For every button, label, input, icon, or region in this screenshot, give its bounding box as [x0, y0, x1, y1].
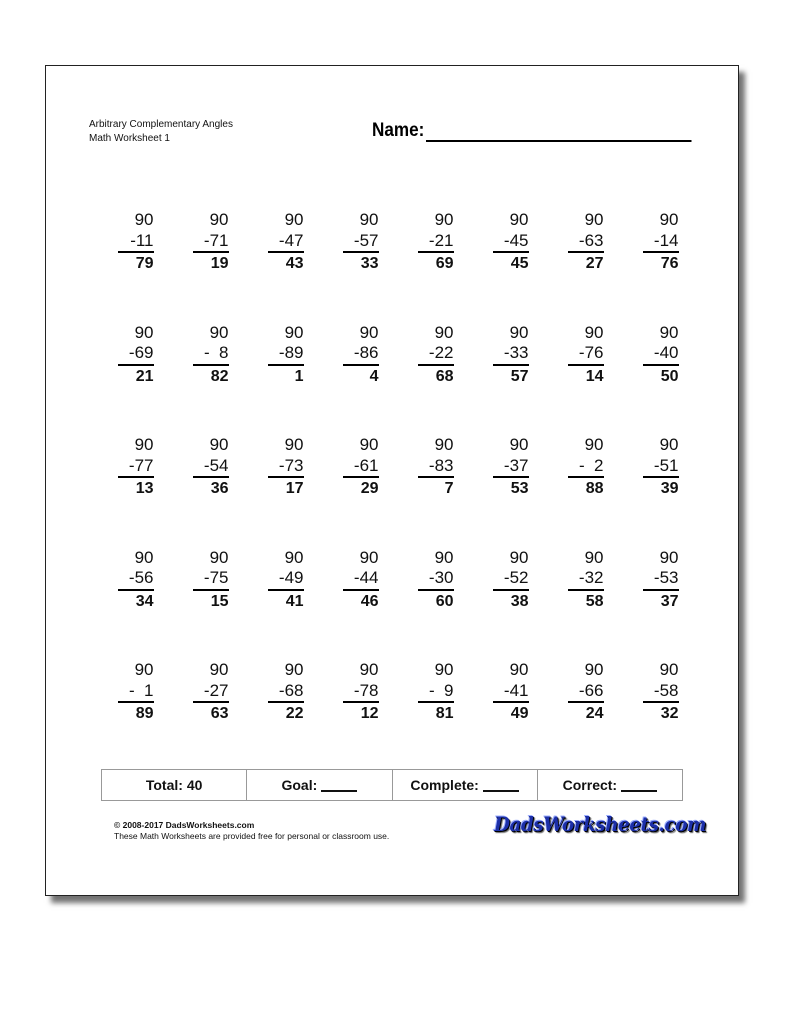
- correct-blank: [621, 778, 657, 792]
- answer: 89: [135, 705, 154, 722]
- answer: 14: [585, 367, 604, 385]
- answer: 45: [510, 255, 529, 272]
- answer: 68: [435, 367, 454, 385]
- subtrahend: - 1: [118, 681, 154, 704]
- subtrahend: -52: [493, 568, 529, 591]
- answer: 19: [210, 255, 229, 272]
- subtrahend: - 9: [418, 681, 454, 704]
- problem-stack: [268, 210, 304, 323]
- minuend: 90: [359, 435, 379, 454]
- subtrahend: -30: [418, 568, 454, 591]
- subtrahend: -77: [118, 456, 154, 479]
- subtraction-problem: [398, 435, 473, 548]
- goal-label: Goal:: [281, 777, 318, 793]
- subtraction-problem: [473, 323, 548, 436]
- subtraction-problem: [548, 210, 623, 323]
- answer: 57: [510, 367, 529, 385]
- subtrahend: -78: [343, 681, 379, 704]
- minuend: 90: [134, 547, 154, 567]
- minuend: 90: [584, 435, 604, 454]
- answer: 37: [660, 592, 679, 610]
- answer: 17: [285, 480, 304, 497]
- title-line-1: Arbitrary Complementary Angles: [89, 119, 233, 130]
- minuend: 90: [584, 210, 604, 229]
- subtrahend: -63: [568, 231, 604, 254]
- subtrahend: -45: [493, 231, 529, 254]
- answer: 69: [435, 255, 454, 272]
- subtraction-problem: [398, 660, 473, 773]
- answer: 81: [435, 705, 454, 722]
- subtraction-problem: [398, 548, 473, 661]
- subtrahend: -14: [643, 231, 679, 254]
- summary-goal: [247, 770, 392, 800]
- problem-stack: [268, 548, 304, 661]
- problem-row: [98, 323, 698, 436]
- subtrahend: -32: [568, 568, 604, 591]
- subtraction-problem: [98, 323, 173, 436]
- problem-stack: [193, 435, 229, 548]
- answer: 38: [510, 592, 529, 610]
- problem-stack: [193, 660, 229, 773]
- problem-stack: [418, 548, 454, 661]
- goal-blank: [321, 778, 357, 792]
- answer: 39: [660, 480, 679, 497]
- problem-stack: [268, 435, 304, 548]
- answer: 36: [210, 480, 229, 497]
- minuend: 90: [509, 547, 529, 567]
- minuend: 90: [284, 210, 304, 229]
- subtraction-problem: [323, 435, 398, 548]
- subtraction-problem: [173, 660, 248, 773]
- subtraction-problem: [173, 210, 248, 323]
- subtrahend: -68: [268, 681, 304, 704]
- minuend: 90: [509, 660, 529, 679]
- subtraction-problem: [248, 435, 323, 548]
- subtraction-problem: [98, 548, 173, 661]
- usage-notice: These Math Worksheets are provided free for personal or classroom use.: [114, 831, 390, 841]
- minuend: 90: [209, 210, 229, 229]
- summary-correct: [538, 770, 682, 800]
- subtraction-problem: [548, 435, 623, 548]
- correct-label: Correct:: [562, 777, 618, 793]
- minuend: 90: [584, 322, 604, 342]
- subtrahend: -51: [643, 456, 679, 479]
- subtraction-problem: [623, 435, 698, 548]
- subtrahend: -27: [193, 681, 229, 704]
- answer: 76: [660, 255, 679, 272]
- problem-stack: [568, 210, 604, 323]
- problem-stack: [343, 210, 379, 323]
- answer: 82: [210, 367, 229, 385]
- minuend: 90: [509, 435, 529, 454]
- problem-stack: [643, 323, 679, 436]
- problem-stack: [643, 660, 679, 773]
- minuend: 90: [659, 547, 679, 567]
- problem-stack: [493, 435, 529, 548]
- minuend: 90: [434, 660, 454, 679]
- answer: 63: [210, 705, 229, 722]
- worksheet-title: [89, 118, 233, 146]
- problem-stack: [343, 548, 379, 661]
- subtraction-problem: [98, 210, 173, 323]
- subtraction-problem: [323, 660, 398, 773]
- worksheet-page: [45, 65, 739, 896]
- problem-stack: [118, 660, 154, 773]
- subtrahend: -37: [493, 456, 529, 479]
- answer: 29: [360, 480, 379, 497]
- subtraction-problem: [173, 435, 248, 548]
- minuend: 90: [434, 435, 454, 454]
- problem-stack: [193, 210, 229, 323]
- subtrahend: -49: [268, 568, 304, 591]
- subtrahend: -86: [343, 343, 379, 366]
- subtrahend: -11: [118, 231, 154, 254]
- problem-stack: [118, 435, 154, 548]
- minuend: 90: [359, 547, 379, 567]
- minuend: 90: [134, 660, 154, 679]
- subtraction-problem: [323, 548, 398, 661]
- subtrahend: -21: [418, 231, 454, 254]
- answer: 4: [369, 367, 379, 385]
- minuend: 90: [134, 435, 154, 454]
- answer: 58: [585, 592, 604, 610]
- subtrahend: -83: [418, 456, 454, 479]
- subtrahend: -58: [643, 681, 679, 704]
- minuend: 90: [134, 322, 154, 342]
- subtraction-problem: [98, 435, 173, 548]
- subtrahend: -41: [493, 681, 529, 704]
- problem-stack: [418, 435, 454, 548]
- subtraction-problem: [623, 210, 698, 323]
- subtraction-problem: [548, 323, 623, 436]
- name-blank-line: [426, 122, 692, 142]
- problem-stack: [643, 435, 679, 548]
- title-line-2: Math Worksheet 1: [89, 133, 170, 144]
- subtrahend: -53: [643, 568, 679, 591]
- subtraction-problem: [173, 323, 248, 436]
- answer: 53: [510, 480, 529, 497]
- problem-stack: [118, 548, 154, 661]
- subtrahend: -76: [568, 343, 604, 366]
- problem-stack: [493, 548, 529, 661]
- minuend: 90: [659, 210, 679, 229]
- answer: 32: [660, 705, 679, 722]
- problem-stack: [568, 323, 604, 436]
- problem-stack: [268, 660, 304, 773]
- problem-stack: [568, 548, 604, 661]
- problem-row: [98, 435, 698, 548]
- problem-stack: [493, 323, 529, 436]
- problem-stack: [118, 323, 154, 436]
- subtrahend: -73: [268, 456, 304, 479]
- subtrahend: -47: [268, 231, 304, 254]
- subtraction-problem: [248, 210, 323, 323]
- problem-stack: [193, 548, 229, 661]
- problem-stack: [193, 323, 229, 436]
- problem-stack: [418, 210, 454, 323]
- name-field: [372, 120, 692, 142]
- answer: 79: [135, 255, 154, 272]
- minuend: 90: [134, 210, 154, 229]
- minuend: 90: [359, 660, 379, 679]
- answer: 24: [585, 705, 604, 722]
- subtraction-problem: [248, 660, 323, 773]
- minuend: 90: [209, 660, 229, 679]
- problem-stack: [643, 548, 679, 661]
- minuend: 90: [359, 322, 379, 342]
- subtraction-problem: [323, 323, 398, 436]
- subtrahend: -75: [193, 568, 229, 591]
- subtrahend: -44: [343, 568, 379, 591]
- answer: 43: [285, 255, 304, 272]
- minuend: 90: [284, 435, 304, 454]
- problem-grid: [98, 210, 698, 773]
- subtrahend: -89: [268, 343, 304, 366]
- problem-stack: [343, 323, 379, 436]
- answer: 34: [135, 592, 154, 610]
- subtraction-problem: [173, 548, 248, 661]
- minuend: 90: [659, 322, 679, 342]
- minuend: 90: [209, 435, 229, 454]
- subtrahend: -22: [418, 343, 454, 366]
- subtrahend: -57: [343, 231, 379, 254]
- subtraction-problem: [98, 660, 173, 773]
- answer: 88: [585, 480, 604, 497]
- name-label: Name:: [372, 120, 425, 141]
- answer: 1: [294, 367, 304, 385]
- minuend: 90: [434, 322, 454, 342]
- subtraction-problem: [548, 660, 623, 773]
- subtrahend: -66: [568, 681, 604, 704]
- problem-stack: [493, 660, 529, 773]
- problem-row: [98, 210, 698, 323]
- answer: 60: [435, 592, 454, 610]
- answer: 41: [285, 592, 304, 610]
- answer: 21: [135, 367, 154, 385]
- subtraction-problem: [623, 548, 698, 661]
- problem-stack: [568, 660, 604, 773]
- dadsworksheets-logo: DadsWorksheets.com: [494, 812, 707, 836]
- problem-stack: [493, 210, 529, 323]
- problem-row: [98, 660, 698, 773]
- minuend: 90: [284, 322, 304, 342]
- minuend: 90: [209, 547, 229, 567]
- footer: [114, 820, 389, 842]
- answer: 13: [135, 480, 154, 497]
- subtraction-problem: [398, 210, 473, 323]
- answer: 22: [285, 705, 304, 722]
- copyright: © 2008-2017 DadsWorksheets.com: [114, 820, 255, 830]
- answer: 7: [444, 480, 454, 497]
- summary-total: [102, 770, 247, 800]
- subtrahend: -69: [118, 343, 154, 366]
- subtraction-problem: [548, 548, 623, 661]
- subtraction-problem: [473, 435, 548, 548]
- subtraction-problem: [398, 323, 473, 436]
- answer: 49: [510, 705, 529, 722]
- subtraction-problem: [248, 323, 323, 436]
- minuend: 90: [284, 547, 304, 567]
- problem-stack: [343, 660, 379, 773]
- minuend: 90: [284, 660, 304, 679]
- summary-table: [101, 769, 683, 801]
- minuend: 90: [659, 435, 679, 454]
- summary-complete: [393, 770, 538, 800]
- answer: 15: [210, 592, 229, 610]
- minuend: 90: [509, 322, 529, 342]
- subtrahend: - 2: [568, 456, 604, 479]
- answer: 50: [660, 367, 679, 385]
- subtraction-problem: [473, 210, 548, 323]
- problem-stack: [118, 210, 154, 323]
- problem-stack: [343, 435, 379, 548]
- subtraction-problem: [623, 660, 698, 773]
- answer: 27: [585, 255, 604, 272]
- subtrahend: - 8: [193, 343, 229, 366]
- problem-stack: [643, 210, 679, 323]
- problem-stack: [418, 660, 454, 773]
- subtrahend: -54: [193, 456, 229, 479]
- minuend: 90: [509, 210, 529, 229]
- subtraction-problem: [473, 660, 548, 773]
- subtrahend: -71: [193, 231, 229, 254]
- complete-label: Complete:: [410, 777, 479, 793]
- subtraction-problem: [623, 323, 698, 436]
- subtrahend: -33: [493, 343, 529, 366]
- total-label: Total: 40: [145, 777, 203, 793]
- minuend: 90: [584, 547, 604, 567]
- minuend: 90: [209, 322, 229, 342]
- minuend: 90: [584, 660, 604, 679]
- minuend: 90: [434, 210, 454, 229]
- subtraction-problem: [473, 548, 548, 661]
- complete-blank: [483, 778, 519, 792]
- answer: 12: [360, 705, 379, 722]
- answer: 46: [360, 592, 379, 610]
- answer: 33: [360, 255, 379, 272]
- subtrahend: -40: [643, 343, 679, 366]
- problem-stack: [568, 435, 604, 548]
- problem-stack: [418, 323, 454, 436]
- subtrahend: -56: [118, 568, 154, 591]
- minuend: 90: [434, 547, 454, 567]
- problem-stack: [268, 323, 304, 436]
- subtraction-problem: [323, 210, 398, 323]
- subtrahend: -61: [343, 456, 379, 479]
- minuend: 90: [359, 210, 379, 229]
- problem-row: [98, 548, 698, 661]
- subtraction-problem: [248, 548, 323, 661]
- minuend: 90: [659, 660, 679, 679]
